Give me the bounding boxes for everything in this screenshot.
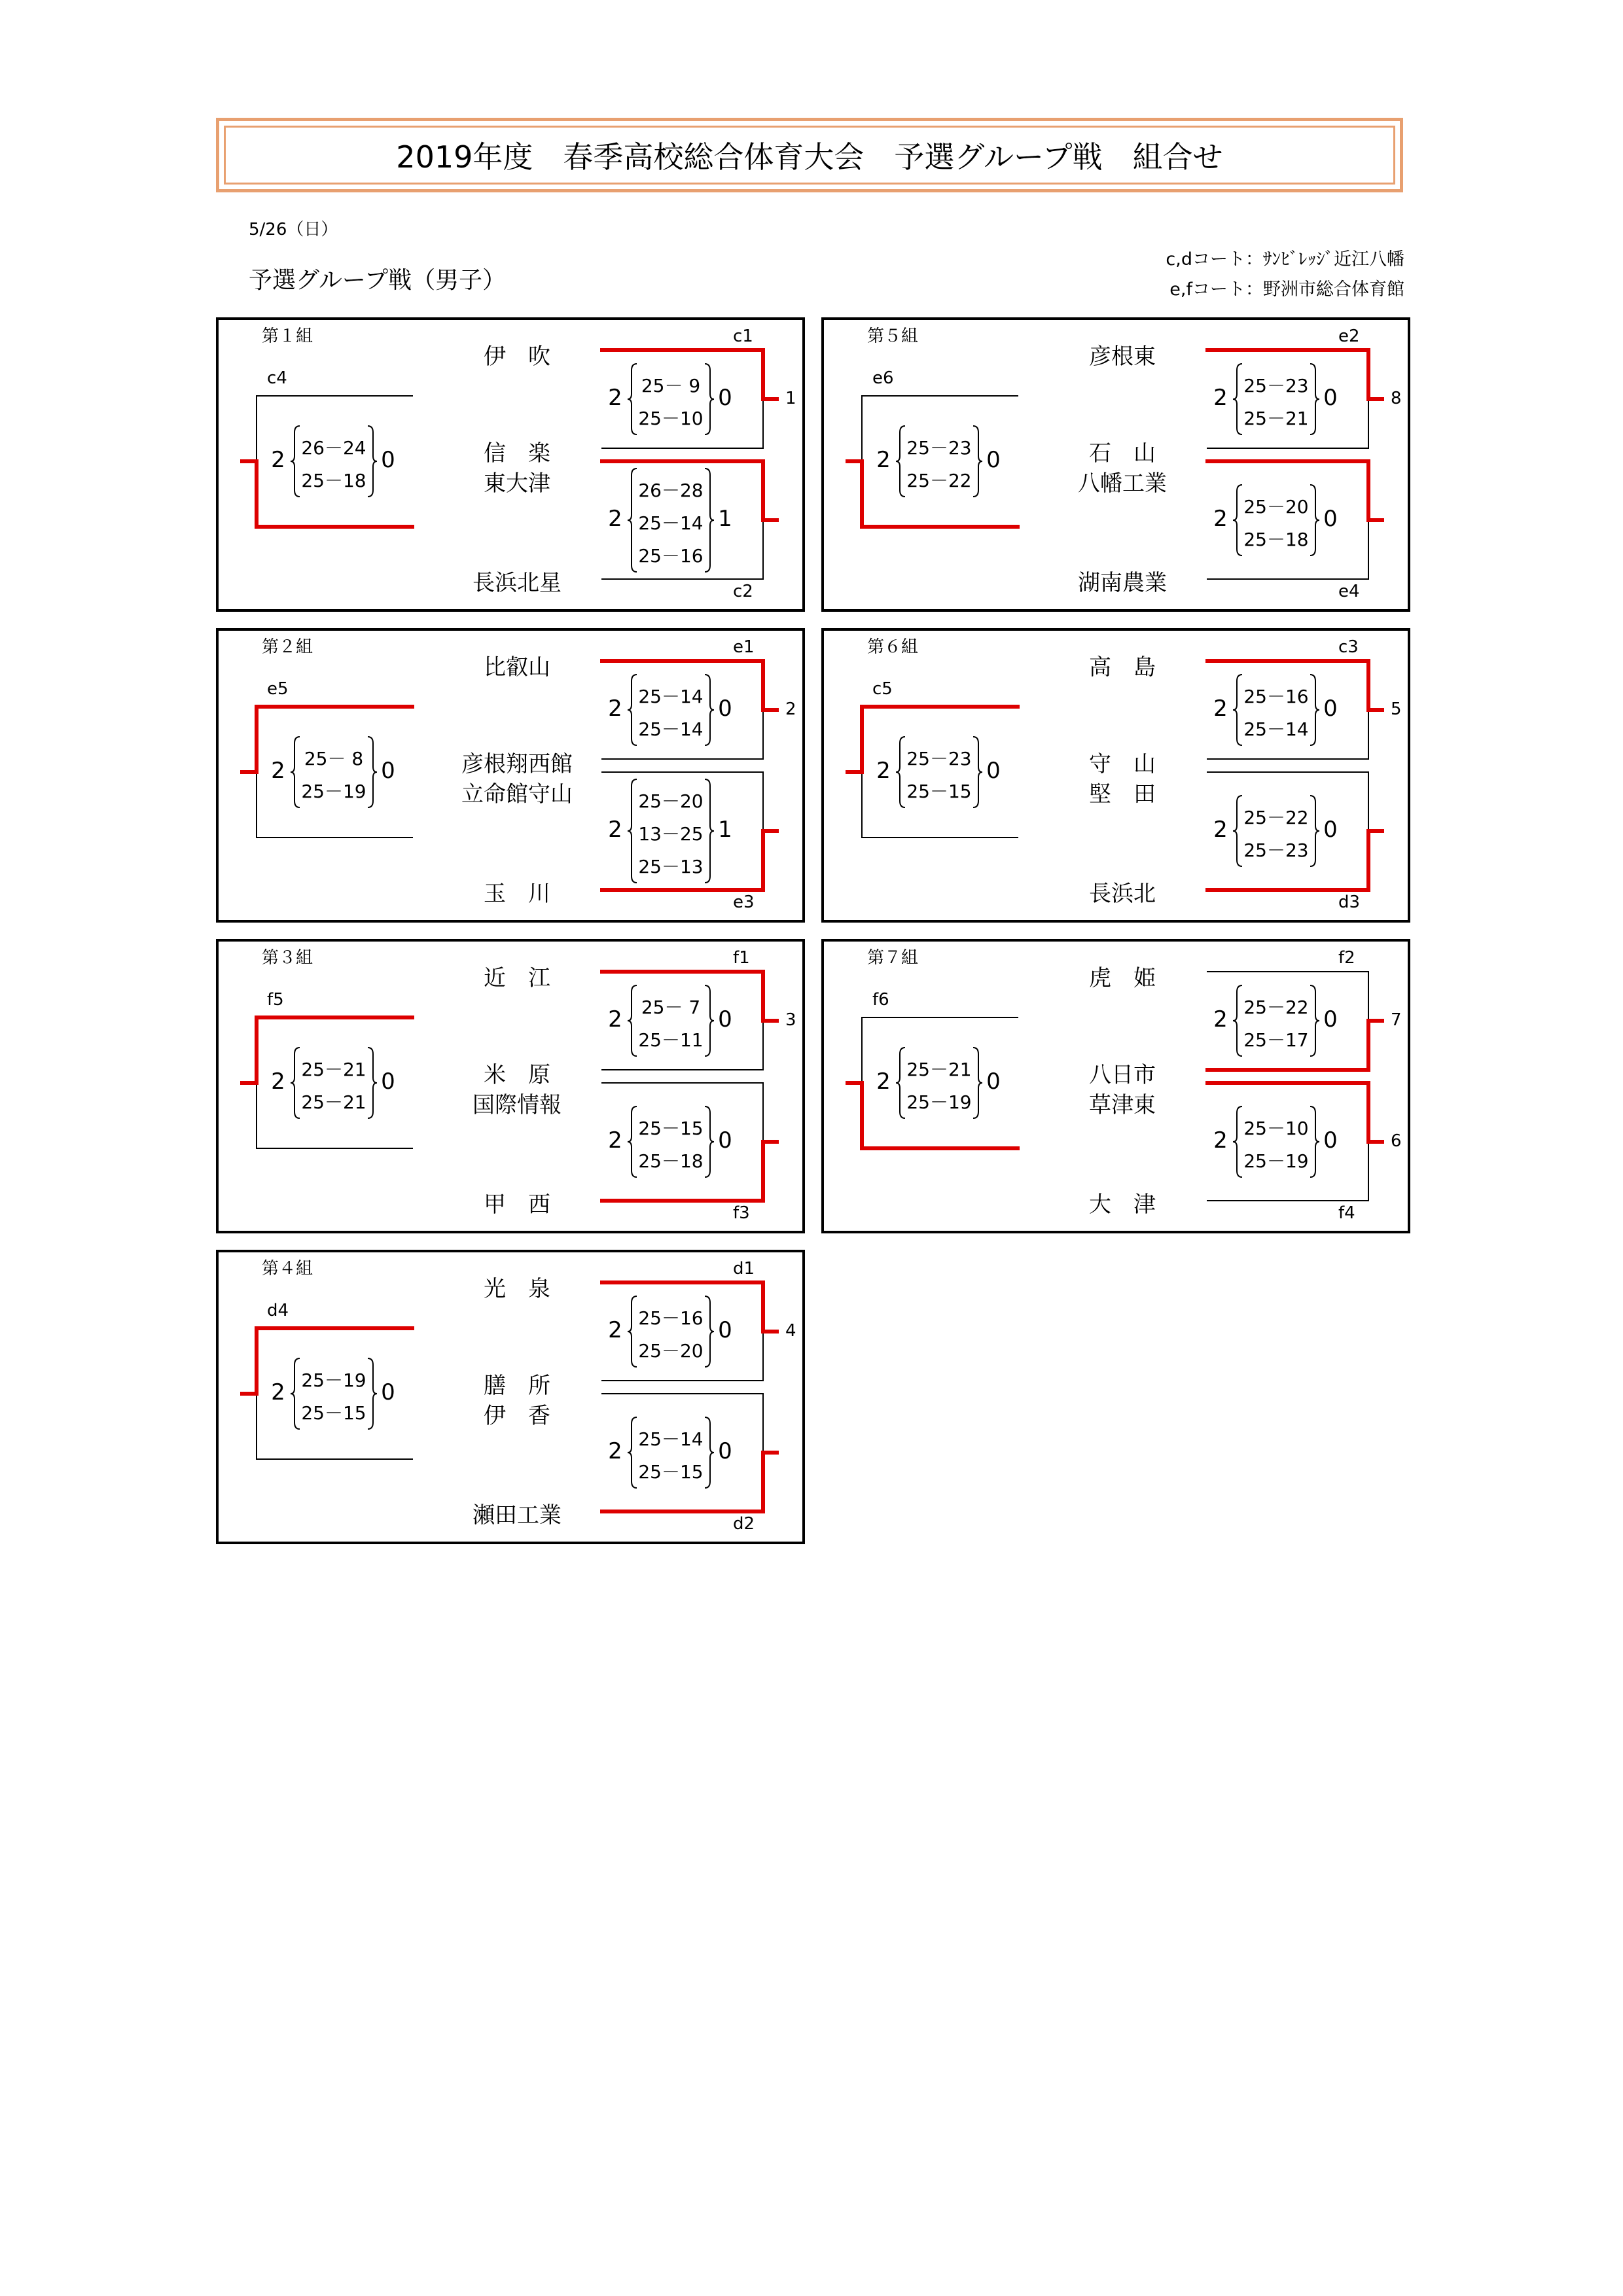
bottom-match-set-score: 25－19 bbox=[1243, 1150, 1309, 1172]
team-name: 湖南農業 bbox=[1078, 570, 1167, 596]
final-sets-won-2: 0 bbox=[986, 1069, 1001, 1095]
final-set-score: 25－15 bbox=[301, 1402, 366, 1424]
final-sets-won-2: 0 bbox=[381, 758, 395, 784]
top-match-court: f1 bbox=[733, 948, 750, 968]
top-match-set-score: 25－17 bbox=[1243, 1029, 1309, 1051]
top-match-sets-won-1: 2 bbox=[608, 1317, 622, 1343]
team-name: 高 島 bbox=[1089, 654, 1156, 680]
bottom-match-sets-won-1: 2 bbox=[1213, 817, 1228, 843]
bottom-match-set-score: 25－20 bbox=[638, 790, 704, 812]
bottom-match-set-score: 13－25 bbox=[638, 823, 704, 845]
final-set-score: 25－19 bbox=[906, 1091, 972, 1113]
top-match-court: e1 bbox=[733, 637, 755, 657]
bottom-match-sets-won-1: 2 bbox=[608, 1438, 622, 1464]
top-match-set-score: 25－ 9 bbox=[641, 375, 701, 397]
bottom-match-sets-won-2: 0 bbox=[1323, 817, 1338, 843]
top-match-rank: 8 bbox=[1391, 389, 1402, 408]
final-set-score: 25－21 bbox=[301, 1059, 366, 1080]
group-bracket bbox=[216, 939, 805, 1233]
page-title: 2019年度 春季高校総合体育大会 予選グループ戦 組合せ bbox=[396, 139, 1223, 175]
top-match-set-score: 25－14 bbox=[1243, 718, 1309, 740]
final-set-score: 25－19 bbox=[301, 1369, 366, 1391]
group-bracket bbox=[216, 1250, 805, 1544]
date-label: 5/26（日） bbox=[249, 220, 338, 239]
top-match-set-score: 25－23 bbox=[1243, 375, 1309, 397]
bottom-match-sets-won-1: 2 bbox=[608, 817, 622, 843]
final-set-score: 25－23 bbox=[906, 748, 972, 769]
team-name: 東大津 bbox=[484, 470, 550, 497]
top-match-sets-won-1: 2 bbox=[608, 696, 622, 722]
final-sets-won-1: 2 bbox=[876, 1069, 891, 1095]
bottom-match-court: f3 bbox=[733, 1203, 750, 1223]
final-sets-won-1: 2 bbox=[271, 1379, 285, 1405]
final-sets-won-1: 2 bbox=[876, 758, 891, 784]
team-name: 石 山 bbox=[1089, 440, 1156, 467]
top-match-sets-won-2: 0 bbox=[718, 385, 732, 411]
final-court: c4 bbox=[267, 368, 287, 388]
top-match-set-score: 25－14 bbox=[638, 686, 704, 707]
group-label: 第７組 bbox=[867, 948, 919, 968]
bottom-match-rank: 6 bbox=[1391, 1131, 1402, 1151]
final-set-score: 26－24 bbox=[301, 437, 366, 459]
bottom-match-set-score: 25－18 bbox=[638, 1150, 704, 1172]
team-name: 甲 西 bbox=[484, 1192, 550, 1218]
final-set-score: 25－18 bbox=[301, 470, 366, 491]
bottom-match-court: c2 bbox=[733, 582, 753, 601]
team-name: 堅 田 bbox=[1089, 781, 1156, 807]
top-match-court: e2 bbox=[1338, 327, 1360, 346]
bottom-match-set-score: 25－13 bbox=[638, 856, 704, 877]
final-sets-won-2: 0 bbox=[986, 447, 1001, 473]
bottom-match-set-score: 25－22 bbox=[1243, 807, 1309, 828]
bottom-match-sets-won-1: 2 bbox=[608, 506, 622, 532]
final-court: e5 bbox=[267, 679, 289, 699]
final-sets-won-1: 2 bbox=[876, 447, 891, 473]
team-name: 玉 川 bbox=[484, 881, 550, 907]
section-title: 予選グループ戦（男子） bbox=[249, 267, 507, 294]
bottom-match-court: d3 bbox=[1338, 892, 1361, 912]
top-match-sets-won-1: 2 bbox=[1213, 1006, 1228, 1033]
team-name: 伊 香 bbox=[484, 1403, 550, 1429]
final-set-score: 25－21 bbox=[906, 1059, 972, 1080]
group-label: 第３組 bbox=[262, 948, 313, 968]
team-name: 国際情報 bbox=[473, 1092, 562, 1118]
top-match-sets-won-2: 0 bbox=[1323, 1006, 1338, 1033]
bottom-match-sets-won-1: 2 bbox=[1213, 1127, 1228, 1154]
team-name: 長浜北星 bbox=[473, 570, 562, 596]
final-sets-won-2: 0 bbox=[381, 1379, 395, 1405]
top-match-sets-won-2: 0 bbox=[718, 1006, 732, 1033]
final-court: c5 bbox=[872, 679, 893, 699]
final-sets-won-1: 2 bbox=[271, 447, 285, 473]
top-match-rank: 2 bbox=[785, 699, 796, 719]
bottom-match-set-score: 25－15 bbox=[638, 1461, 704, 1483]
final-set-score: 25－23 bbox=[906, 437, 972, 459]
top-match-set-score: 25－20 bbox=[638, 1340, 704, 1362]
top-match-rank: 1 bbox=[785, 389, 796, 408]
bottom-match-set-score: 25－18 bbox=[1243, 529, 1309, 550]
group-bracket bbox=[821, 939, 1410, 1233]
top-match-sets-won-1: 2 bbox=[1213, 696, 1228, 722]
top-match-set-score: 25－10 bbox=[638, 408, 704, 429]
top-match-sets-won-1: 2 bbox=[608, 1006, 622, 1033]
top-match-set-score: 25－ 7 bbox=[641, 997, 701, 1018]
bottom-match-sets-won-2: 1 bbox=[718, 506, 732, 532]
top-match-court: f2 bbox=[1338, 948, 1355, 968]
top-match-set-score: 25－22 bbox=[1243, 997, 1309, 1018]
bottom-match-sets-won-1: 2 bbox=[1213, 506, 1228, 532]
final-set-score: 25－ 8 bbox=[304, 748, 364, 769]
team-name: 瀬田工業 bbox=[473, 1502, 562, 1528]
bottom-match-court: f4 bbox=[1338, 1203, 1355, 1223]
final-sets-won-1: 2 bbox=[271, 1069, 285, 1095]
bottom-match-court: e3 bbox=[733, 892, 755, 912]
final-set-score: 25－19 bbox=[301, 781, 366, 802]
bottom-match-set-score: 26－28 bbox=[638, 480, 704, 501]
bottom-match-set-score: 25－15 bbox=[638, 1118, 704, 1139]
court-info-cd: c,dコート：ｻﾝﾋﾞﾚｯｼﾞ近江八幡 bbox=[1166, 249, 1404, 270]
team-name: 八幡工業 bbox=[1078, 470, 1167, 497]
team-name: 八日市 bbox=[1089, 1062, 1156, 1088]
group-bracket bbox=[216, 628, 805, 923]
team-name: 立命館守山 bbox=[461, 781, 573, 807]
top-match-sets-won-2: 0 bbox=[1323, 385, 1338, 411]
final-set-score: 25－22 bbox=[906, 470, 972, 491]
team-name: 虎 姫 bbox=[1089, 965, 1156, 991]
top-match-rank: 5 bbox=[1391, 699, 1402, 719]
bottom-match-sets-won-2: 0 bbox=[1323, 506, 1338, 532]
team-name: 彦根東 bbox=[1089, 344, 1156, 370]
final-sets-won-2: 0 bbox=[381, 1069, 395, 1095]
bottom-match-set-score: 25－20 bbox=[1243, 496, 1309, 518]
team-name: 比叡山 bbox=[484, 654, 550, 680]
team-name: 大 津 bbox=[1089, 1192, 1156, 1218]
team-name: 彦根翔西館 bbox=[461, 751, 573, 777]
group-label: 第４組 bbox=[262, 1259, 313, 1279]
bottom-match-set-score: 25－14 bbox=[638, 512, 704, 534]
final-sets-won-2: 0 bbox=[986, 758, 1001, 784]
top-match-set-score: 25－21 bbox=[1243, 408, 1309, 429]
bottom-match-set-score: 25－10 bbox=[1243, 1118, 1309, 1139]
final-sets-won-1: 2 bbox=[271, 758, 285, 784]
bottom-match-court: d2 bbox=[733, 1514, 755, 1534]
top-match-rank: 7 bbox=[1391, 1010, 1402, 1030]
final-court: f5 bbox=[267, 990, 284, 1010]
team-name: 草津東 bbox=[1089, 1092, 1156, 1118]
top-match-court: d1 bbox=[733, 1259, 755, 1279]
top-match-sets-won-2: 0 bbox=[718, 696, 732, 722]
top-match-court: c3 bbox=[1338, 637, 1359, 657]
top-match-rank: 4 bbox=[785, 1321, 796, 1341]
group-label: 第２組 bbox=[262, 637, 313, 657]
group-label: 第６組 bbox=[867, 637, 919, 657]
title-box bbox=[216, 118, 1403, 192]
team-name: 膳 所 bbox=[484, 1373, 550, 1399]
team-name: 長浜北 bbox=[1089, 881, 1156, 907]
bottom-match-sets-won-1: 2 bbox=[608, 1127, 622, 1154]
final-court: d4 bbox=[267, 1301, 289, 1320]
top-match-rank: 3 bbox=[785, 1010, 796, 1030]
bottom-match-sets-won-2: 0 bbox=[1323, 1127, 1338, 1154]
group-bracket bbox=[821, 628, 1410, 923]
final-court: f6 bbox=[872, 990, 889, 1010]
group-bracket bbox=[216, 317, 805, 612]
top-match-set-score: 25－16 bbox=[638, 1307, 704, 1329]
top-match-court: c1 bbox=[733, 327, 753, 346]
bottom-match-sets-won-2: 0 bbox=[718, 1438, 732, 1464]
final-set-score: 25－21 bbox=[301, 1091, 366, 1113]
team-name: 守 山 bbox=[1089, 751, 1156, 777]
bottom-match-court: e4 bbox=[1338, 582, 1360, 601]
top-match-sets-won-2: 0 bbox=[718, 1317, 732, 1343]
final-sets-won-2: 0 bbox=[381, 447, 395, 473]
group-label: 第５組 bbox=[867, 327, 919, 346]
team-name: 光 泉 bbox=[484, 1276, 550, 1302]
final-court: e6 bbox=[872, 368, 894, 388]
court-info-ef: e,fコート：野洲市総合体育館 bbox=[1169, 279, 1404, 300]
bottom-match-set-score: 25－14 bbox=[638, 1428, 704, 1450]
top-match-sets-won-2: 0 bbox=[1323, 696, 1338, 722]
bottom-match-sets-won-2: 0 bbox=[718, 1127, 732, 1154]
bottom-match-set-score: 25－23 bbox=[1243, 839, 1309, 861]
final-set-score: 25－15 bbox=[906, 781, 972, 802]
team-name: 伊 吹 bbox=[484, 344, 550, 370]
group-label: 第１組 bbox=[262, 327, 313, 346]
bottom-match-sets-won-2: 1 bbox=[718, 817, 732, 843]
team-name: 信 楽 bbox=[484, 440, 550, 467]
group-bracket bbox=[821, 317, 1410, 612]
top-match-sets-won-1: 2 bbox=[1213, 385, 1228, 411]
team-name: 米 原 bbox=[484, 1062, 550, 1088]
top-match-set-score: 25－11 bbox=[638, 1029, 704, 1051]
top-match-set-score: 25－14 bbox=[638, 718, 704, 740]
team-name: 近 江 bbox=[484, 965, 550, 991]
top-match-set-score: 25－16 bbox=[1243, 686, 1309, 707]
bottom-match-set-score: 25－16 bbox=[638, 545, 704, 567]
top-match-sets-won-1: 2 bbox=[608, 385, 622, 411]
